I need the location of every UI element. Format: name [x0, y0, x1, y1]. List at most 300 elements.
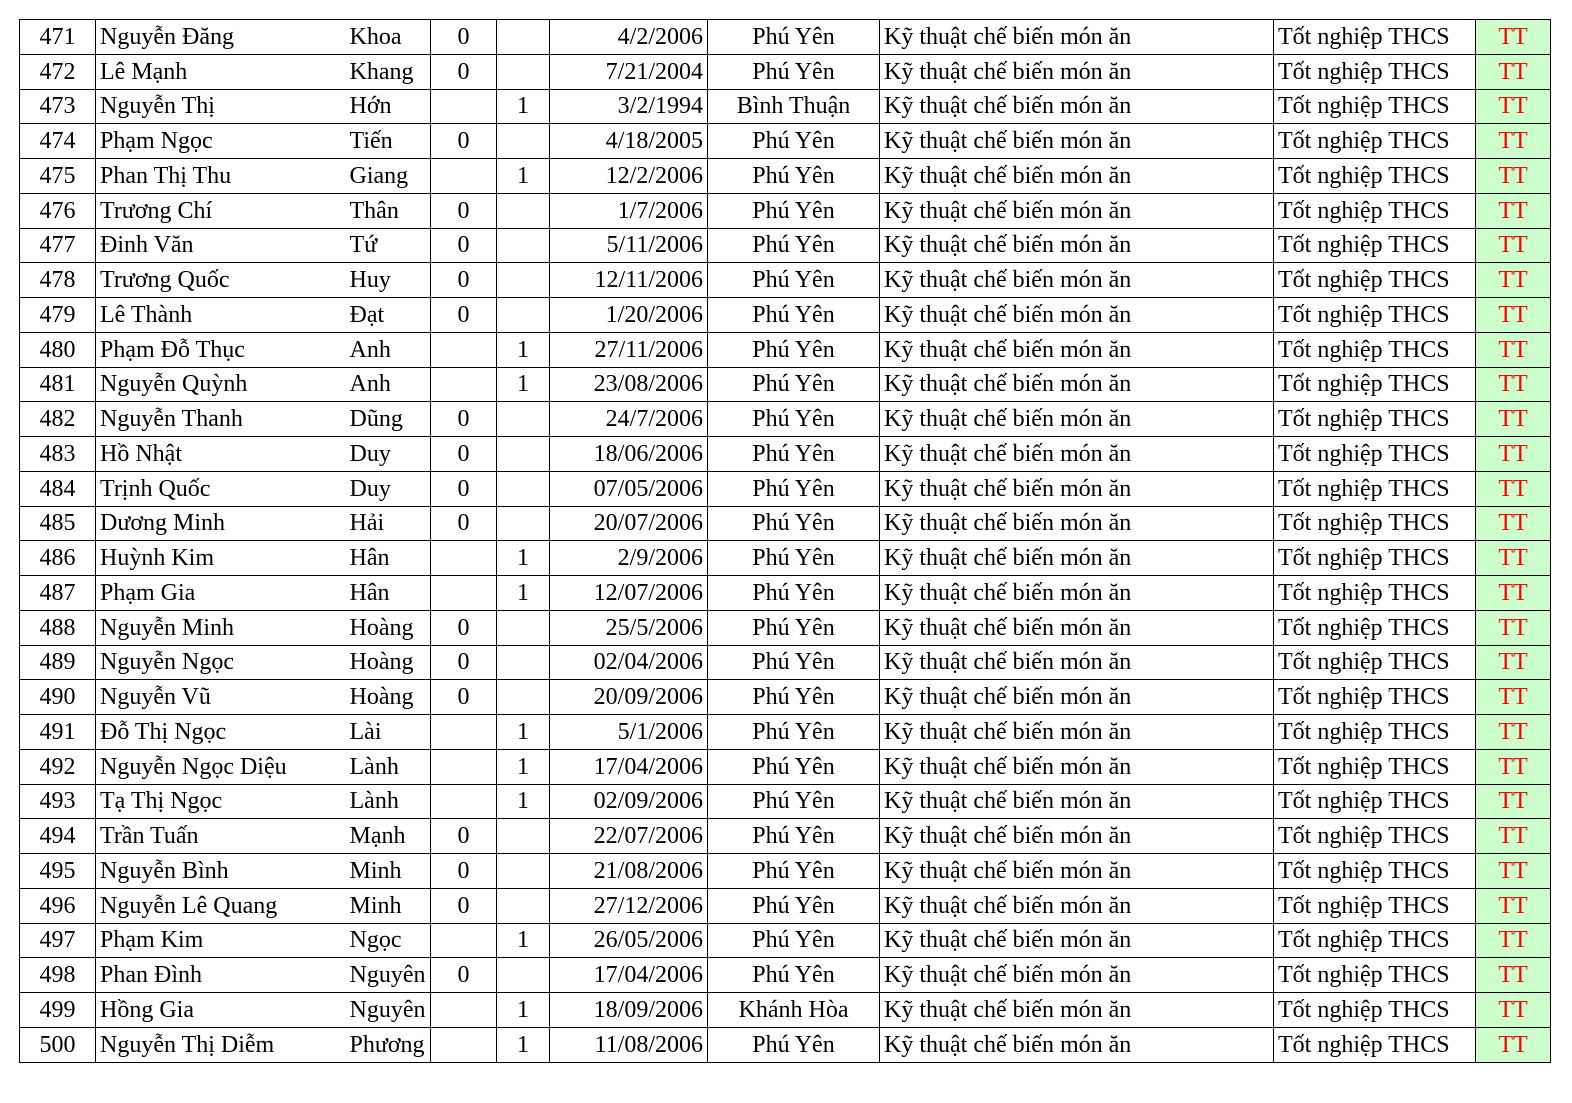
surname-cell: Hồ Nhật	[96, 437, 346, 472]
surname-cell: Phạm Ngọc	[96, 124, 346, 159]
result-cell: TT	[1476, 193, 1551, 228]
row-number: 500	[20, 1027, 96, 1062]
training-trade-cell: Kỹ thuật chế biến món ăn	[880, 715, 1274, 750]
training-trade-cell: Kỹ thuật chế biến món ăn	[880, 576, 1274, 611]
row-number: 487	[20, 576, 96, 611]
result-cell: TT	[1476, 159, 1551, 194]
training-trade-cell: Kỹ thuật chế biến món ăn	[880, 367, 1274, 402]
training-trade-cell: Kỹ thuật chế biến món ăn	[880, 610, 1274, 645]
education-level-cell: Tốt nghiệp THCS	[1274, 715, 1476, 750]
female-cell	[497, 193, 550, 228]
birth-date-cell: 24/7/2006	[550, 402, 708, 437]
result-cell: TT	[1476, 402, 1551, 437]
row-number: 499	[20, 993, 96, 1028]
education-level-cell: Tốt nghiệp THCS	[1274, 958, 1476, 993]
row-number: 482	[20, 402, 96, 437]
row-number: 498	[20, 958, 96, 993]
birth-place-cell: Khánh Hòa	[708, 993, 880, 1028]
male-cell: 0	[431, 402, 497, 437]
training-trade-cell: Kỹ thuật chế biến món ăn	[880, 298, 1274, 333]
birth-place-cell: Phú Yên	[708, 159, 880, 194]
birth-place-cell: Phú Yên	[708, 402, 880, 437]
birth-date-cell: 22/07/2006	[550, 819, 708, 854]
given-name-cell: Huy	[346, 263, 431, 298]
training-trade-cell: Kỹ thuật chế biến món ăn	[880, 541, 1274, 576]
female-cell	[497, 402, 550, 437]
female-cell	[497, 124, 550, 159]
training-trade-cell: Kỹ thuật chế biến món ăn	[880, 645, 1274, 680]
birth-place-cell: Bình Thuận	[708, 89, 880, 124]
female-cell	[497, 471, 550, 506]
table-row	[20, 332, 1551, 367]
row-number: 493	[20, 784, 96, 819]
surname-cell: Nguyễn Ngọc Diệu	[96, 749, 346, 784]
education-level-cell: Tốt nghiệp THCS	[1274, 506, 1476, 541]
table-row	[20, 159, 1551, 194]
result-cell: TT	[1476, 1027, 1551, 1062]
birth-place-cell: Phú Yên	[708, 298, 880, 333]
table-row	[20, 20, 1551, 55]
birth-date-cell: 1/20/2006	[550, 298, 708, 333]
given-name-cell: Duy	[346, 471, 431, 506]
education-level-cell: Tốt nghiệp THCS	[1274, 159, 1476, 194]
birth-date-cell: 25/5/2006	[550, 610, 708, 645]
result-cell: TT	[1476, 888, 1551, 923]
education-level-cell: Tốt nghiệp THCS	[1274, 367, 1476, 402]
birth-date-cell: 3/2/1994	[550, 89, 708, 124]
education-level-cell: Tốt nghiệp THCS	[1274, 576, 1476, 611]
birth-date-cell: 18/06/2006	[550, 437, 708, 472]
birth-place-cell: Phú Yên	[708, 680, 880, 715]
female-cell	[497, 819, 550, 854]
education-level-cell: Tốt nghiệp THCS	[1274, 680, 1476, 715]
surname-cell: Tạ Thị Ngọc	[96, 784, 346, 819]
birth-place-cell: Phú Yên	[708, 645, 880, 680]
birth-date-cell: 1/7/2006	[550, 193, 708, 228]
female-cell: 1	[497, 749, 550, 784]
female-cell	[497, 888, 550, 923]
row-number: 491	[20, 715, 96, 750]
result-cell: TT	[1476, 958, 1551, 993]
table-row	[20, 263, 1551, 298]
training-trade-cell: Kỹ thuật chế biến món ăn	[880, 20, 1274, 55]
birth-date-cell: 07/05/2006	[550, 471, 708, 506]
given-name-cell: Đạt	[346, 298, 431, 333]
training-trade-cell: Kỹ thuật chế biến món ăn	[880, 437, 1274, 472]
training-trade-cell: Kỹ thuật chế biến món ăn	[880, 54, 1274, 89]
training-trade-cell: Kỹ thuật chế biến món ăn	[880, 1027, 1274, 1062]
training-trade-cell: Kỹ thuật chế biến món ăn	[880, 159, 1274, 194]
surname-cell: Nguyễn Bình	[96, 854, 346, 889]
birth-date-cell: 18/09/2006	[550, 993, 708, 1028]
female-cell: 1	[497, 784, 550, 819]
birth-place-cell: Phú Yên	[708, 367, 880, 402]
row-number: 484	[20, 471, 96, 506]
given-name-cell: Hân	[346, 541, 431, 576]
table-row	[20, 888, 1551, 923]
row-number: 489	[20, 645, 96, 680]
training-trade-cell: Kỹ thuật chế biến món ăn	[880, 89, 1274, 124]
given-name-cell: Hoàng	[346, 610, 431, 645]
table-row	[20, 402, 1551, 437]
row-number: 497	[20, 923, 96, 958]
surname-cell: Nguyễn Quỳnh	[96, 367, 346, 402]
table-row	[20, 471, 1551, 506]
surname-cell: Đinh Văn	[96, 228, 346, 263]
training-trade-cell: Kỹ thuật chế biến món ăn	[880, 993, 1274, 1028]
birth-place-cell: Phú Yên	[708, 888, 880, 923]
training-trade-cell: Kỹ thuật chế biến món ăn	[880, 680, 1274, 715]
given-name-cell: Mạnh	[346, 819, 431, 854]
birth-place-cell: Phú Yên	[708, 263, 880, 298]
table-row	[20, 749, 1551, 784]
birth-date-cell: 7/21/2004	[550, 54, 708, 89]
given-name-cell: Hải	[346, 506, 431, 541]
education-level-cell: Tốt nghiệp THCS	[1274, 1027, 1476, 1062]
education-level-cell: Tốt nghiệp THCS	[1274, 193, 1476, 228]
education-level-cell: Tốt nghiệp THCS	[1274, 784, 1476, 819]
row-number: 478	[20, 263, 96, 298]
female-cell: 1	[497, 715, 550, 750]
table-row	[20, 680, 1551, 715]
birth-date-cell: 5/1/2006	[550, 715, 708, 750]
female-cell: 1	[497, 159, 550, 194]
given-name-cell: Hân	[346, 576, 431, 611]
education-level-cell: Tốt nghiệp THCS	[1274, 228, 1476, 263]
table-row	[20, 576, 1551, 611]
row-number: 471	[20, 20, 96, 55]
male-cell: 0	[431, 854, 497, 889]
birth-date-cell: 4/2/2006	[550, 20, 708, 55]
row-number: 477	[20, 228, 96, 263]
training-trade-cell: Kỹ thuật chế biến món ăn	[880, 124, 1274, 159]
given-name-cell: Nguyên	[346, 958, 431, 993]
education-level-cell: Tốt nghiệp THCS	[1274, 437, 1476, 472]
table-body	[20, 20, 1551, 1063]
education-level-cell: Tốt nghiệp THCS	[1274, 332, 1476, 367]
table-row	[20, 715, 1551, 750]
birth-date-cell: 02/04/2006	[550, 645, 708, 680]
surname-cell: Phan Thị Thu	[96, 159, 346, 194]
education-level-cell: Tốt nghiệp THCS	[1274, 263, 1476, 298]
birth-date-cell: 4/18/2005	[550, 124, 708, 159]
row-number: 486	[20, 541, 96, 576]
result-cell: TT	[1476, 749, 1551, 784]
given-name-cell: Thân	[346, 193, 431, 228]
surname-cell: Trương Chí	[96, 193, 346, 228]
given-name-cell: Tiến	[346, 124, 431, 159]
table-row	[20, 645, 1551, 680]
result-cell: TT	[1476, 263, 1551, 298]
table-row	[20, 854, 1551, 889]
row-number: 476	[20, 193, 96, 228]
row-number: 490	[20, 680, 96, 715]
result-cell: TT	[1476, 541, 1551, 576]
birth-place-cell: Phú Yên	[708, 506, 880, 541]
birth-place-cell: Phú Yên	[708, 819, 880, 854]
given-name-cell: Anh	[346, 332, 431, 367]
training-trade-cell: Kỹ thuật chế biến món ăn	[880, 332, 1274, 367]
birth-place-cell: Phú Yên	[708, 332, 880, 367]
birth-place-cell: Phú Yên	[708, 20, 880, 55]
table-row	[20, 1027, 1551, 1062]
male-cell: 0	[431, 888, 497, 923]
table-row	[20, 506, 1551, 541]
result-cell: TT	[1476, 854, 1551, 889]
row-number: 472	[20, 54, 96, 89]
table-row	[20, 367, 1551, 402]
birth-place-cell: Phú Yên	[708, 228, 880, 263]
surname-cell: Phạm Gia	[96, 576, 346, 611]
row-number: 474	[20, 124, 96, 159]
surname-cell: Nguyễn Vũ	[96, 680, 346, 715]
male-cell	[431, 993, 497, 1028]
birth-date-cell: 02/09/2006	[550, 784, 708, 819]
male-cell	[431, 923, 497, 958]
row-number: 480	[20, 332, 96, 367]
given-name-cell: Khang	[346, 54, 431, 89]
birth-date-cell: 26/05/2006	[550, 923, 708, 958]
given-name-cell: Ngọc	[346, 923, 431, 958]
male-cell	[431, 159, 497, 194]
result-cell: TT	[1476, 20, 1551, 55]
birth-date-cell: 27/11/2006	[550, 332, 708, 367]
birth-place-cell: Phú Yên	[708, 854, 880, 889]
given-name-cell: Khoa	[346, 20, 431, 55]
male-cell	[431, 332, 497, 367]
table-row	[20, 784, 1551, 819]
male-cell: 0	[431, 263, 497, 298]
training-trade-cell: Kỹ thuật chế biến món ăn	[880, 784, 1274, 819]
education-level-cell: Tốt nghiệp THCS	[1274, 298, 1476, 333]
birth-place-cell: Phú Yên	[708, 784, 880, 819]
female-cell	[497, 958, 550, 993]
given-name-cell: Dũng	[346, 402, 431, 437]
female-cell	[497, 20, 550, 55]
training-trade-cell: Kỹ thuật chế biến món ăn	[880, 402, 1274, 437]
result-cell: TT	[1476, 437, 1551, 472]
surname-cell: Phạm Đỗ Thục	[96, 332, 346, 367]
birth-place-cell: Phú Yên	[708, 541, 880, 576]
row-number: 483	[20, 437, 96, 472]
birth-date-cell: 11/08/2006	[550, 1027, 708, 1062]
table-row	[20, 298, 1551, 333]
surname-cell: Nguyễn Đăng	[96, 20, 346, 55]
result-cell: TT	[1476, 715, 1551, 750]
birth-date-cell: 17/04/2006	[550, 749, 708, 784]
birth-date-cell: 23/08/2006	[550, 367, 708, 402]
training-trade-cell: Kỹ thuật chế biến món ăn	[880, 923, 1274, 958]
table-row	[20, 193, 1551, 228]
table-row	[20, 89, 1551, 124]
education-level-cell: Tốt nghiệp THCS	[1274, 645, 1476, 680]
female-cell	[497, 680, 550, 715]
male-cell	[431, 1027, 497, 1062]
training-trade-cell: Kỹ thuật chế biến món ăn	[880, 819, 1274, 854]
surname-cell: Nguyễn Thị Diễm	[96, 1027, 346, 1062]
birth-date-cell: 20/09/2006	[550, 680, 708, 715]
education-level-cell: Tốt nghiệp THCS	[1274, 54, 1476, 89]
given-name-cell: Duy	[346, 437, 431, 472]
result-cell: TT	[1476, 332, 1551, 367]
male-cell: 0	[431, 228, 497, 263]
education-level-cell: Tốt nghiệp THCS	[1274, 402, 1476, 437]
given-name-cell: Minh	[346, 854, 431, 889]
training-trade-cell: Kỹ thuật chế biến món ăn	[880, 958, 1274, 993]
education-level-cell: Tốt nghiệp THCS	[1274, 541, 1476, 576]
result-cell: TT	[1476, 819, 1551, 854]
female-cell: 1	[497, 923, 550, 958]
education-level-cell: Tốt nghiệp THCS	[1274, 749, 1476, 784]
given-name-cell: Hoàng	[346, 645, 431, 680]
training-trade-cell: Kỹ thuật chế biến món ăn	[880, 888, 1274, 923]
surname-cell: Huỳnh Kim	[96, 541, 346, 576]
female-cell	[497, 54, 550, 89]
result-cell: TT	[1476, 471, 1551, 506]
surname-cell: Phan Đình	[96, 958, 346, 993]
given-name-cell: Giang	[346, 159, 431, 194]
surname-cell: Nguyễn Thanh	[96, 402, 346, 437]
result-cell: TT	[1476, 576, 1551, 611]
birth-place-cell: Phú Yên	[708, 193, 880, 228]
education-level-cell: Tốt nghiệp THCS	[1274, 20, 1476, 55]
given-name-cell: Phương	[346, 1027, 431, 1062]
male-cell	[431, 367, 497, 402]
training-trade-cell: Kỹ thuật chế biến món ăn	[880, 854, 1274, 889]
female-cell: 1	[497, 541, 550, 576]
male-cell	[431, 89, 497, 124]
surname-cell: Trương Quốc	[96, 263, 346, 298]
given-name-cell: Lành	[346, 784, 431, 819]
birth-place-cell: Phú Yên	[708, 124, 880, 159]
table-row	[20, 437, 1551, 472]
surname-cell: Phạm Kim	[96, 923, 346, 958]
result-cell: TT	[1476, 923, 1551, 958]
education-level-cell: Tốt nghiệp THCS	[1274, 610, 1476, 645]
surname-cell: Nguyễn Thị	[96, 89, 346, 124]
table-row	[20, 228, 1551, 263]
education-level-cell: Tốt nghiệp THCS	[1274, 888, 1476, 923]
row-number: 492	[20, 749, 96, 784]
female-cell	[497, 298, 550, 333]
female-cell	[497, 645, 550, 680]
birth-date-cell: 5/11/2006	[550, 228, 708, 263]
surname-cell: Lê Mạnh	[96, 54, 346, 89]
birth-date-cell: 12/2/2006	[550, 159, 708, 194]
training-trade-cell: Kỹ thuật chế biến món ăn	[880, 471, 1274, 506]
birth-place-cell: Phú Yên	[708, 923, 880, 958]
surname-cell: Lê Thành	[96, 298, 346, 333]
male-cell	[431, 541, 497, 576]
table-row	[20, 993, 1551, 1028]
row-number: 473	[20, 89, 96, 124]
result-cell: TT	[1476, 680, 1551, 715]
female-cell	[497, 228, 550, 263]
female-cell	[497, 437, 550, 472]
training-trade-cell: Kỹ thuật chế biến món ăn	[880, 193, 1274, 228]
birth-date-cell: 17/04/2006	[550, 958, 708, 993]
birth-place-cell: Phú Yên	[708, 749, 880, 784]
birth-place-cell: Phú Yên	[708, 54, 880, 89]
result-cell: TT	[1476, 367, 1551, 402]
birth-date-cell: 21/08/2006	[550, 854, 708, 889]
surname-cell: Trần Tuấn	[96, 819, 346, 854]
birth-place-cell: Phú Yên	[708, 471, 880, 506]
birth-place-cell: Phú Yên	[708, 576, 880, 611]
male-cell	[431, 576, 497, 611]
birth-place-cell: Phú Yên	[708, 437, 880, 472]
male-cell: 0	[431, 680, 497, 715]
female-cell: 1	[497, 332, 550, 367]
education-level-cell: Tốt nghiệp THCS	[1274, 854, 1476, 889]
table-row	[20, 541, 1551, 576]
surname-cell: Hồng Gia	[96, 993, 346, 1028]
education-level-cell: Tốt nghiệp THCS	[1274, 993, 1476, 1028]
male-cell: 0	[431, 819, 497, 854]
male-cell: 0	[431, 20, 497, 55]
given-name-cell: Hớn	[346, 89, 431, 124]
surname-cell: Trịnh Quốc	[96, 471, 346, 506]
male-cell: 0	[431, 193, 497, 228]
birth-place-cell: Phú Yên	[708, 958, 880, 993]
male-cell: 0	[431, 437, 497, 472]
female-cell: 1	[497, 993, 550, 1028]
result-cell: TT	[1476, 610, 1551, 645]
birth-place-cell: Phú Yên	[708, 610, 880, 645]
surname-cell: Nguyễn Minh	[96, 610, 346, 645]
result-cell: TT	[1476, 89, 1551, 124]
birth-date-cell: 12/07/2006	[550, 576, 708, 611]
training-trade-cell: Kỹ thuật chế biến món ăn	[880, 506, 1274, 541]
education-level-cell: Tốt nghiệp THCS	[1274, 819, 1476, 854]
birth-place-cell: Phú Yên	[708, 1027, 880, 1062]
table-row	[20, 610, 1551, 645]
male-cell: 0	[431, 124, 497, 159]
row-number: 496	[20, 888, 96, 923]
female-cell: 1	[497, 576, 550, 611]
training-trade-cell: Kỹ thuật chế biến món ăn	[880, 263, 1274, 298]
table-row	[20, 54, 1551, 89]
birth-date-cell: 2/9/2006	[550, 541, 708, 576]
surname-cell: Đỗ Thị Ngọc	[96, 715, 346, 750]
education-level-cell: Tốt nghiệp THCS	[1274, 471, 1476, 506]
male-cell: 0	[431, 958, 497, 993]
table-row	[20, 958, 1551, 993]
given-name-cell: Lài	[346, 715, 431, 750]
female-cell: 1	[497, 367, 550, 402]
row-number: 494	[20, 819, 96, 854]
result-cell: TT	[1476, 993, 1551, 1028]
education-level-cell: Tốt nghiệp THCS	[1274, 124, 1476, 159]
row-number: 481	[20, 367, 96, 402]
given-name-cell: Anh	[346, 367, 431, 402]
result-cell: TT	[1476, 54, 1551, 89]
surname-cell: Nguyễn Ngọc	[96, 645, 346, 680]
birth-date-cell: 12/11/2006	[550, 263, 708, 298]
result-cell: TT	[1476, 124, 1551, 159]
birth-place-cell: Phú Yên	[708, 715, 880, 750]
birth-date-cell: 27/12/2006	[550, 888, 708, 923]
table-row	[20, 124, 1551, 159]
row-number: 488	[20, 610, 96, 645]
education-level-cell: Tốt nghiệp THCS	[1274, 923, 1476, 958]
row-number: 485	[20, 506, 96, 541]
row-number: 479	[20, 298, 96, 333]
female-cell: 1	[497, 1027, 550, 1062]
given-name-cell: Minh	[346, 888, 431, 923]
result-cell: TT	[1476, 228, 1551, 263]
given-name-cell: Nguyên	[346, 993, 431, 1028]
